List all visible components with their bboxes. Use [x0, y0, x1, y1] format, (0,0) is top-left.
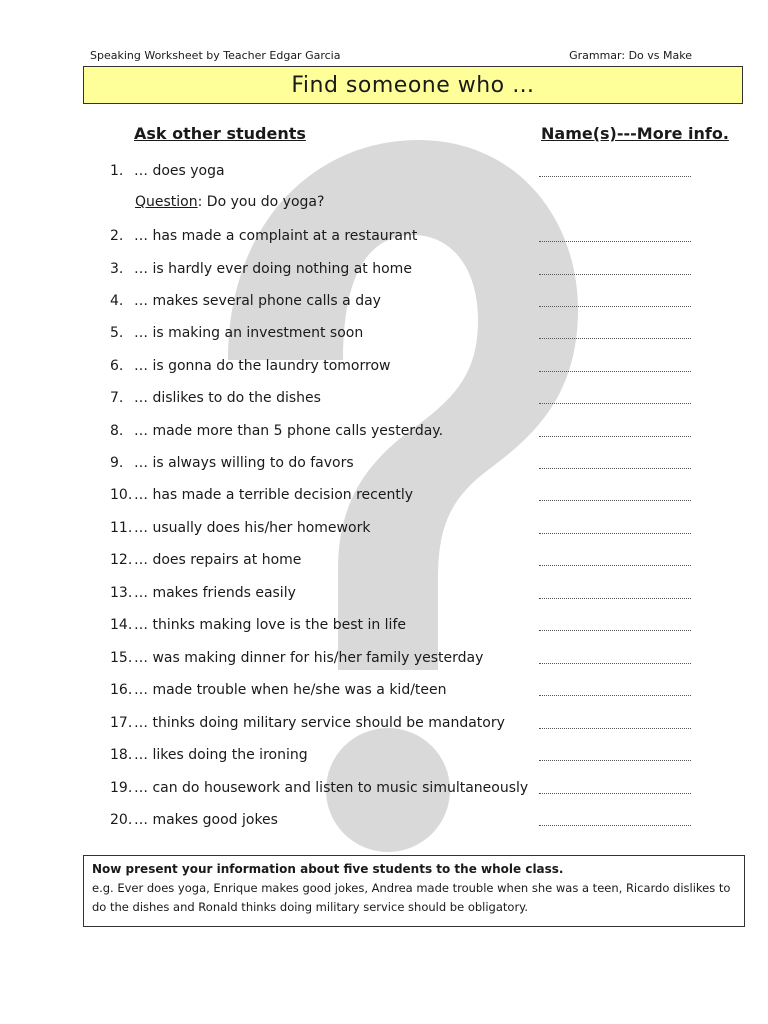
item-number: 15.: [110, 650, 133, 666]
item-number: 20.: [110, 812, 133, 828]
item-text: … dislikes to do the dishes: [134, 390, 321, 406]
question-label: Question: [135, 194, 198, 210]
item-number: 12.: [110, 552, 133, 568]
instruction-text: Now present your information about five students to the whole class.: [92, 862, 564, 876]
item-number: 4.: [110, 293, 124, 309]
item-number: 3.: [110, 261, 124, 277]
list-item: [110, 388, 692, 408]
list-item: [110, 680, 692, 700]
list-item: [110, 648, 692, 668]
item-number: 19.: [110, 780, 133, 796]
item-number: 1.: [110, 163, 124, 179]
list-item: [110, 615, 692, 635]
list-item: [110, 421, 692, 441]
list-item: [110, 356, 692, 376]
item-text: … made more than 5 phone calls yesterday.: [134, 423, 444, 439]
item-number: 13.: [110, 585, 133, 601]
list-item: [110, 550, 692, 570]
answer-line[interactable]: [539, 403, 691, 404]
header-author: Speaking Worksheet by Teacher Edgar Garcia: [90, 49, 341, 62]
list-item: [110, 453, 692, 473]
item-number: 7.: [110, 390, 124, 406]
item-text: … is always willing to do favors: [134, 455, 354, 471]
item-number: 17.: [110, 715, 133, 731]
item-text: … is hardly ever doing nothing at home: [134, 261, 412, 277]
item-text: … has made a complaint at a restaurant: [134, 228, 418, 244]
answer-line[interactable]: [539, 598, 691, 599]
item-number: 8.: [110, 423, 124, 439]
item-text: … was making dinner for his/her family yesterday: [134, 650, 484, 666]
item-number: 14.: [110, 617, 133, 633]
answer-line[interactable]: [539, 371, 691, 372]
item-text: … does repairs at home: [134, 552, 302, 568]
item-text: … is making an investment soon: [134, 325, 364, 341]
question-colon: :: [197, 194, 203, 210]
list-item: [110, 323, 692, 343]
question-text: Do you do yoga?: [206, 194, 325, 210]
item-text: … can do housework and listen to music simultaneously: [134, 780, 529, 796]
title-box: [83, 66, 743, 104]
answer-line[interactable]: [539, 338, 691, 339]
item-number: 9.: [110, 455, 124, 471]
list-item: [110, 518, 692, 538]
item-text: … thinks doing military service should be mandatory: [134, 715, 505, 731]
example-text: e.g. Ever does yoga, Enrique makes good jokes, Andrea made trouble when she was a teen, Ricardo dislikes to do the dishes and Ronald thinks doing military service should be obligatory.: [92, 881, 731, 914]
answer-line[interactable]: [539, 274, 691, 275]
answer-line[interactable]: [539, 533, 691, 534]
list-item: [110, 259, 692, 279]
item-text: … does yoga: [134, 163, 225, 179]
answer-line[interactable]: [539, 760, 691, 761]
list-item: [110, 226, 692, 246]
column-header-students: Ask other students: [134, 124, 306, 143]
item-text: … usually does his/her homework: [134, 520, 371, 536]
answer-line[interactable]: [539, 825, 691, 826]
answer-line[interactable]: [539, 663, 691, 664]
column-header-names: Name(s)---More info.: [541, 124, 729, 143]
item-number: 18.: [110, 747, 133, 763]
answer-line[interactable]: [539, 468, 691, 469]
list-item: [110, 485, 692, 505]
instructions-box: [83, 855, 745, 927]
item-number: 5.: [110, 325, 124, 341]
answer-line[interactable]: [539, 793, 691, 794]
answer-line[interactable]: [539, 176, 691, 177]
answer-line[interactable]: [539, 500, 691, 501]
answer-line[interactable]: [539, 630, 691, 631]
page-header: [90, 49, 692, 62]
list-item: [110, 810, 692, 830]
item-text: … is gonna do the laundry tomorrow: [134, 358, 391, 374]
answer-line[interactable]: [539, 728, 691, 729]
item-text: … made trouble when he/she was a kid/teen: [134, 682, 447, 698]
item-number: 6.: [110, 358, 124, 374]
item-number: 10.: [110, 487, 133, 503]
item-text: … likes doing the ironing: [134, 747, 308, 763]
list-item: [110, 583, 692, 603]
answer-line[interactable]: [539, 436, 691, 437]
item-text: … makes several phone calls a day: [134, 293, 381, 309]
list-item: [110, 713, 692, 733]
list-item: [110, 161, 692, 181]
answer-line[interactable]: [539, 695, 691, 696]
list-item: [110, 745, 692, 765]
item-text: … makes friends easily: [134, 585, 296, 601]
header-topic: Grammar: Do vs Make: [569, 49, 692, 62]
example-question: [135, 194, 324, 210]
list-item: [110, 291, 692, 311]
answer-line[interactable]: [539, 241, 691, 242]
item-text: … has made a terrible decision recently: [134, 487, 414, 503]
page-title: Find someone who …: [291, 72, 535, 98]
answer-line[interactable]: [539, 306, 691, 307]
item-number: 16.: [110, 682, 133, 698]
item-text: … makes good jokes: [134, 812, 278, 828]
item-text: … thinks making love is the best in life: [134, 617, 406, 633]
list-item: [110, 778, 692, 798]
item-number: 2.: [110, 228, 124, 244]
item-number: 11.: [110, 520, 133, 536]
answer-line[interactable]: [539, 565, 691, 566]
